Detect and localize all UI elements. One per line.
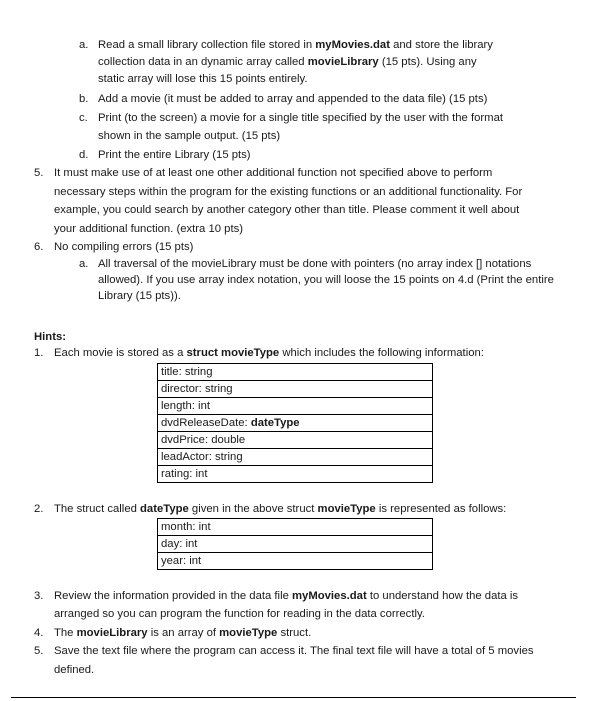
hints-heading: Hints: <box>34 331 67 343</box>
struct-field: dvdReleaseDate: dateType <box>158 415 433 432</box>
table-row <box>158 519 433 536</box>
table-row <box>158 449 433 466</box>
item-marker: c. <box>79 112 88 124</box>
item-marker: 4. <box>34 627 44 639</box>
table-row <box>158 432 433 449</box>
item-marker: 3. <box>34 590 44 602</box>
struct-field: year: int <box>158 553 433 570</box>
req-4c-line-1: Print (to the screen) a movie for a single title specified by the user with the format <box>98 112 503 124</box>
table-row <box>158 466 433 483</box>
req-4c-line-2: shown in the sample output. (15 pts) <box>98 130 281 142</box>
struct-field: dvdPrice: double <box>158 432 433 449</box>
hint-4-text: The movieLibrary is an array of movieType struct. <box>54 627 312 639</box>
item-marker: 5. <box>34 167 44 179</box>
table-row <box>158 415 433 432</box>
hint-5-line-2: defined. <box>54 664 95 676</box>
req-4a-line-3: static array will lose this 15 points entirely. <box>98 73 308 85</box>
hint-2-text: The struct called dateType given in the above struct movieType is represented as follows: <box>54 503 507 515</box>
datetype-struct-table <box>157 518 433 570</box>
hint-3-line-2: arranged so you can program the function for reading in the data correctly. <box>54 608 425 620</box>
struct-field: length: int <box>158 398 433 415</box>
struct-field: director: string <box>158 381 433 398</box>
struct-field: rating: int <box>158 466 433 483</box>
struct-field: title: string <box>158 364 433 381</box>
req-4d-line-1: Print the entire Library (15 pts) <box>98 149 251 161</box>
table-row <box>158 398 433 415</box>
table-row <box>158 536 433 553</box>
table-row <box>158 553 433 570</box>
item-marker: d. <box>79 149 89 161</box>
req-6a-line-2: allowed). If you use array index notation, you will loose the 15 points on 4.d (Print the entire <box>98 274 554 286</box>
hint-1-text: Each movie is stored as a struct movieType which includes the following information: <box>54 347 484 359</box>
hint-3-line-1: Review the information provided in the data file myMovies.dat to understand how the data is <box>54 590 519 602</box>
hint-5-line-1: Save the text file where the program can access it. The final text file will have a total of 5 movies <box>54 645 534 657</box>
item-marker: a. <box>79 258 89 270</box>
struct-field: day: int <box>158 536 433 553</box>
item-marker: b. <box>79 93 89 105</box>
req-4a-line-2: collection data in an dynamic array called movieLibrary (15 pts). Using any <box>98 56 477 68</box>
req-6a-line-1: All traversal of the movieLibrary must be done with pointers (no array index [] notations <box>98 258 532 270</box>
req-4a-line-1: Read a small library collection file stored in myMovies.dat and store the library <box>98 39 493 51</box>
item-marker: 6. <box>34 241 44 253</box>
req-5-line-3: example, you could search by another category other than title. Please comment it well about <box>54 204 520 216</box>
req-5-line-2: necessary steps within the program for the existing functions or an additional functionality. For <box>54 186 523 198</box>
item-marker: a. <box>79 39 89 51</box>
req-5-line-1: It must make use of at least one other additional function not specified above to perform <box>54 167 493 179</box>
req-6-line-1: No compiling errors (15 pts) <box>54 241 194 253</box>
table-row <box>158 364 433 381</box>
bottom-divider <box>11 697 576 698</box>
item-marker: 5. <box>34 645 44 657</box>
table-row <box>158 381 433 398</box>
item-marker: 2. <box>34 503 44 515</box>
req-4b-line-1: Add a movie (it must be added to array and appended to the data file) (15 pts) <box>98 93 488 105</box>
movietype-struct-table <box>157 363 433 483</box>
item-marker: 1. <box>34 347 44 359</box>
struct-field: month: int <box>158 519 433 536</box>
req-5-line-4: your additional function. (extra 10 pts) <box>54 223 244 235</box>
req-6a-line-3: Library (15 pts)). <box>98 290 181 302</box>
struct-field: leadActor: string <box>158 449 433 466</box>
